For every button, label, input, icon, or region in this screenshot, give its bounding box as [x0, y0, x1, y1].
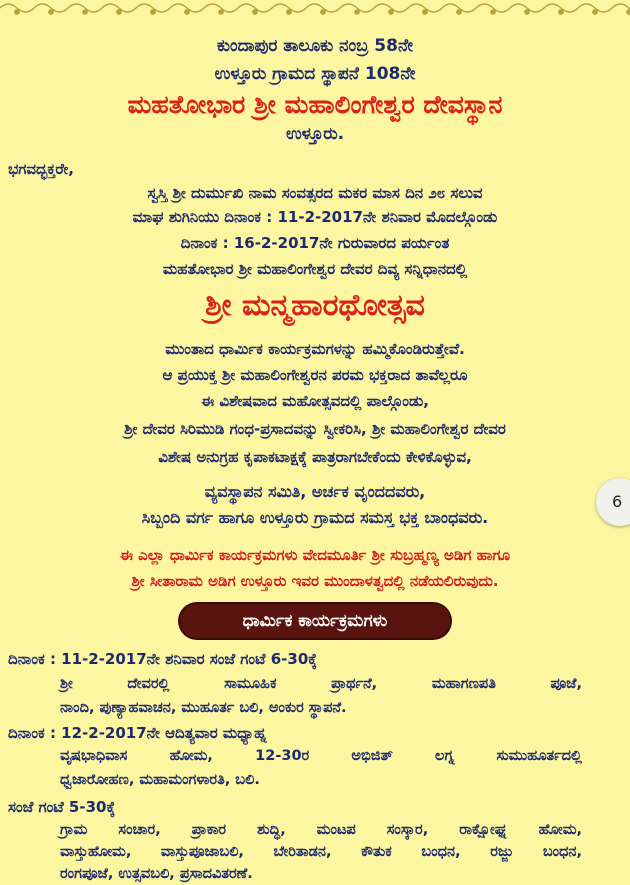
paragraph-line-6: ವ್ಯವಸ್ಥಾಪನ ಸಮಿತಿ, ಅರ್ಚಕ ವೃಂದದವರು, [204, 482, 426, 501]
evening-line-1: ಗ್ರಾಮ ಸಂಚಾರ, ಪ್ರಾಕಾರ ಶುದ್ಧಿ, ಮಂಟಪ ಸಂಸ್ಕಾರ, ರಾಕ್ಷೋಘ್ನ ಹೋಮ, [60, 822, 582, 838]
priest-note-line-1: ಈ ಎಲ್ಲಾ ಧಾರ್ಮಿಕ ಕಾರ್ಯಕ್ರಮಗಳು ವೇದಮೂರ್ತಿ ಶ್ರೀ ಸುಬ್ರಹ್ಮಣ್ಯ ಅಡಿಗ ಹಾಗೂ [119, 546, 511, 564]
evening-line-2: ವಾಸ್ತುಹೋಮ, ವಾಸ್ತುಪೂಜಾಬಲಿ, ಬೇರಿತಾಡನ, ಕೌತುಕ ಬಂಧನ, ರಜ್ಜು ಬಂಧನ, [60, 844, 582, 860]
programs-banner: ಧಾರ್ಮಿಕ ಕಾರ್ಯಕ್ರಮಗಳು [180, 604, 450, 638]
page-number-tab[interactable]: 6 [596, 478, 630, 526]
decorative-border [0, 0, 630, 28]
temple-name: ಮಹತೋಭಾರ ಶ್ರೀ ಮಹಾಲಿಂಗೇಶ್ವರ ದೇವಸ್ಥಾನ [127, 90, 503, 119]
priest-note-line-2: ಶ್ರೀ ಸೀತಾರಾಮ ಅಡಿಗ ಉಳ್ತೂರು ಇವರ ಮುಂದಾಳತ್ವದಲ್ಲಿ ನಡೆಯಲಿರುವುದು. [131, 572, 499, 590]
invitation-line-4: ಮಹತೋಭಾರ ಶ್ರೀ ಮಹಾಲಿಂಗೇಶ್ವರ ದೇವರ ದಿವ್ಯ ಸನ್ನಿಧಾನದಲ್ಲಿ [162, 260, 468, 278]
day1-line-2: ನಾಂದಿ, ಪುಣ್ಯಾಹವಾಚನ, ಮುಹೂರ್ತ ಬಲಿ, ಅಂಕುರ ಸ್ಥಾಪನೆ. [60, 700, 347, 716]
day2-line-1: ವೃಷಭಾಧಿವಾಸ ಹೋಮ, 12-30ರ ಅಭಿಜಿತ್ ಲಗ್ನ ಸುಮುಹೂರ್ತದಲ್ಲಿ [60, 748, 582, 764]
day1-title: ದಿನಾಂಕ : 11-2-2017ನೇ ಶನಿವಾರ ಸಂಜೆ ಗಂಟೆ 6-30ಕ್ಕೆ [8, 650, 318, 668]
paragraph-line-1: ಮುಂತಾದ ಧಾರ್ಮಿಕ ಕಾರ್ಯಕ್ರಮಗಳನ್ನು ಹಮ್ಮಿಕೊಂಡಿರುತ್ತೇವೆ. [165, 340, 465, 358]
paragraph-line-2: ಆ ಪ್ರಯುಕ್ತ ಶ್ರೀ ಮಹಾಲಿಂಗೇಶ್ವರನ ಪರಮ ಭಕ್ತರಾದ ತಾವೆಲ್ಲರೂ [162, 366, 468, 384]
day2-title: ದಿನಾಂಕ : 12-2-2017ನೇ ಆದಿತ್ಯವಾರ ಮಧ್ಯಾಹ್ನ [8, 724, 267, 742]
header-line-1: ಕುಂದಾಪುರ ತಾಲೂಕು ನಂಬ್ರ 58ನೇ [216, 36, 413, 56]
salutation: ಭಗವದ್ಭಕ್ತರೇ, [8, 160, 74, 178]
paragraph-line-3: ಈ ವಿಶೇಷವಾದ ಮಹೋತ್ಸವದಲ್ಲಿ ಪಾಲ್ಗೊಂಡು, [201, 392, 429, 410]
invitation-line-1: ಸ್ವಸ್ತಿ ಶ್ರೀ ದುರ್ಮುಖಿ ನಾಮ ಸಂವತ್ಸರದ ಮಕರ ಮಾಸ ದಿನ ೨೮ ಸಲುವ [147, 184, 483, 202]
evening-line-3: ರಂಗಪೂಜೆ, ಉತ್ಸವಬಲಿ, ಪ್ರಸಾದವಿತರಣೆ. [60, 866, 253, 882]
place-name: ಉಳ್ತೂರು. [285, 124, 345, 144]
evening-title: ಸಂಜೆ ಗಂಟೆ 5-30ಕ್ಕೆ [8, 798, 116, 816]
header-line-2: ಉಳ್ತೂರು ಗ್ರಾಮದ ಸ್ಥಾಪನೆ 108ನೇ [214, 64, 416, 84]
invitation-line-2: ಮಾಘ ಶುಗಿನಿಯು ದಿನಾಂಕ : 11-2-2017ನೇ ಶನಿವಾರ ಮೊದಲ್ಗೊಂಡು [132, 208, 498, 226]
invitation-line-3: ದಿನಾಂಕ : 16-2-2017ನೇ ಗುರುವಾರದ ಪರ್ಯಂತ [180, 234, 450, 252]
festival-title: ಶ್ರೀ ಮನ್ಮಹಾರಥೋತ್ಸವ [205, 288, 425, 323]
paragraph-line-7: ಸಿಬ್ಬಂದಿ ವರ್ಗ ಹಾಗೂ ಉಳ್ತೂರು ಗ್ರಾಮದ ಸಮಸ್ತ ಭಕ್ತ ಬಾಂಧವರು. [141, 508, 489, 527]
paragraph-line-5: ವಿಶೇಷ ಅನುಗ್ರಹ ಕೃಪಾಕಟಾಕ್ಷಕ್ಕೆ ಪಾತ್ರರಾಗಬೇಕೆಂದು ಕೇಳಿಕೊಳ್ಳುವ, [158, 448, 472, 466]
day1-line-1: ಶ್ರೀ ದೇವರಲ್ಲಿ ಸಾಮೂಹಿಕ ಪ್ರಾರ್ಥನೆ, ಮಹಾಗಣಪತಿ ಪೂಜೆ, [60, 676, 582, 692]
paragraph-line-4: ಶ್ರೀ ದೇವರ ಸಿರಿಮುಡಿ ಗಂಧ-ಪ್ರಸಾದವನ್ನು ಸ್ವೀಕರಿಸಿ, ಶ್ರೀ ಮಹಾಲಿಂಗೇಶ್ವರ ದೇವರ [124, 420, 506, 438]
day2-line-2: ಧ್ವಜಾರೋಹಣ, ಮಹಾಮಂಗಳಾರತಿ, ಬಲಿ. [60, 772, 260, 788]
